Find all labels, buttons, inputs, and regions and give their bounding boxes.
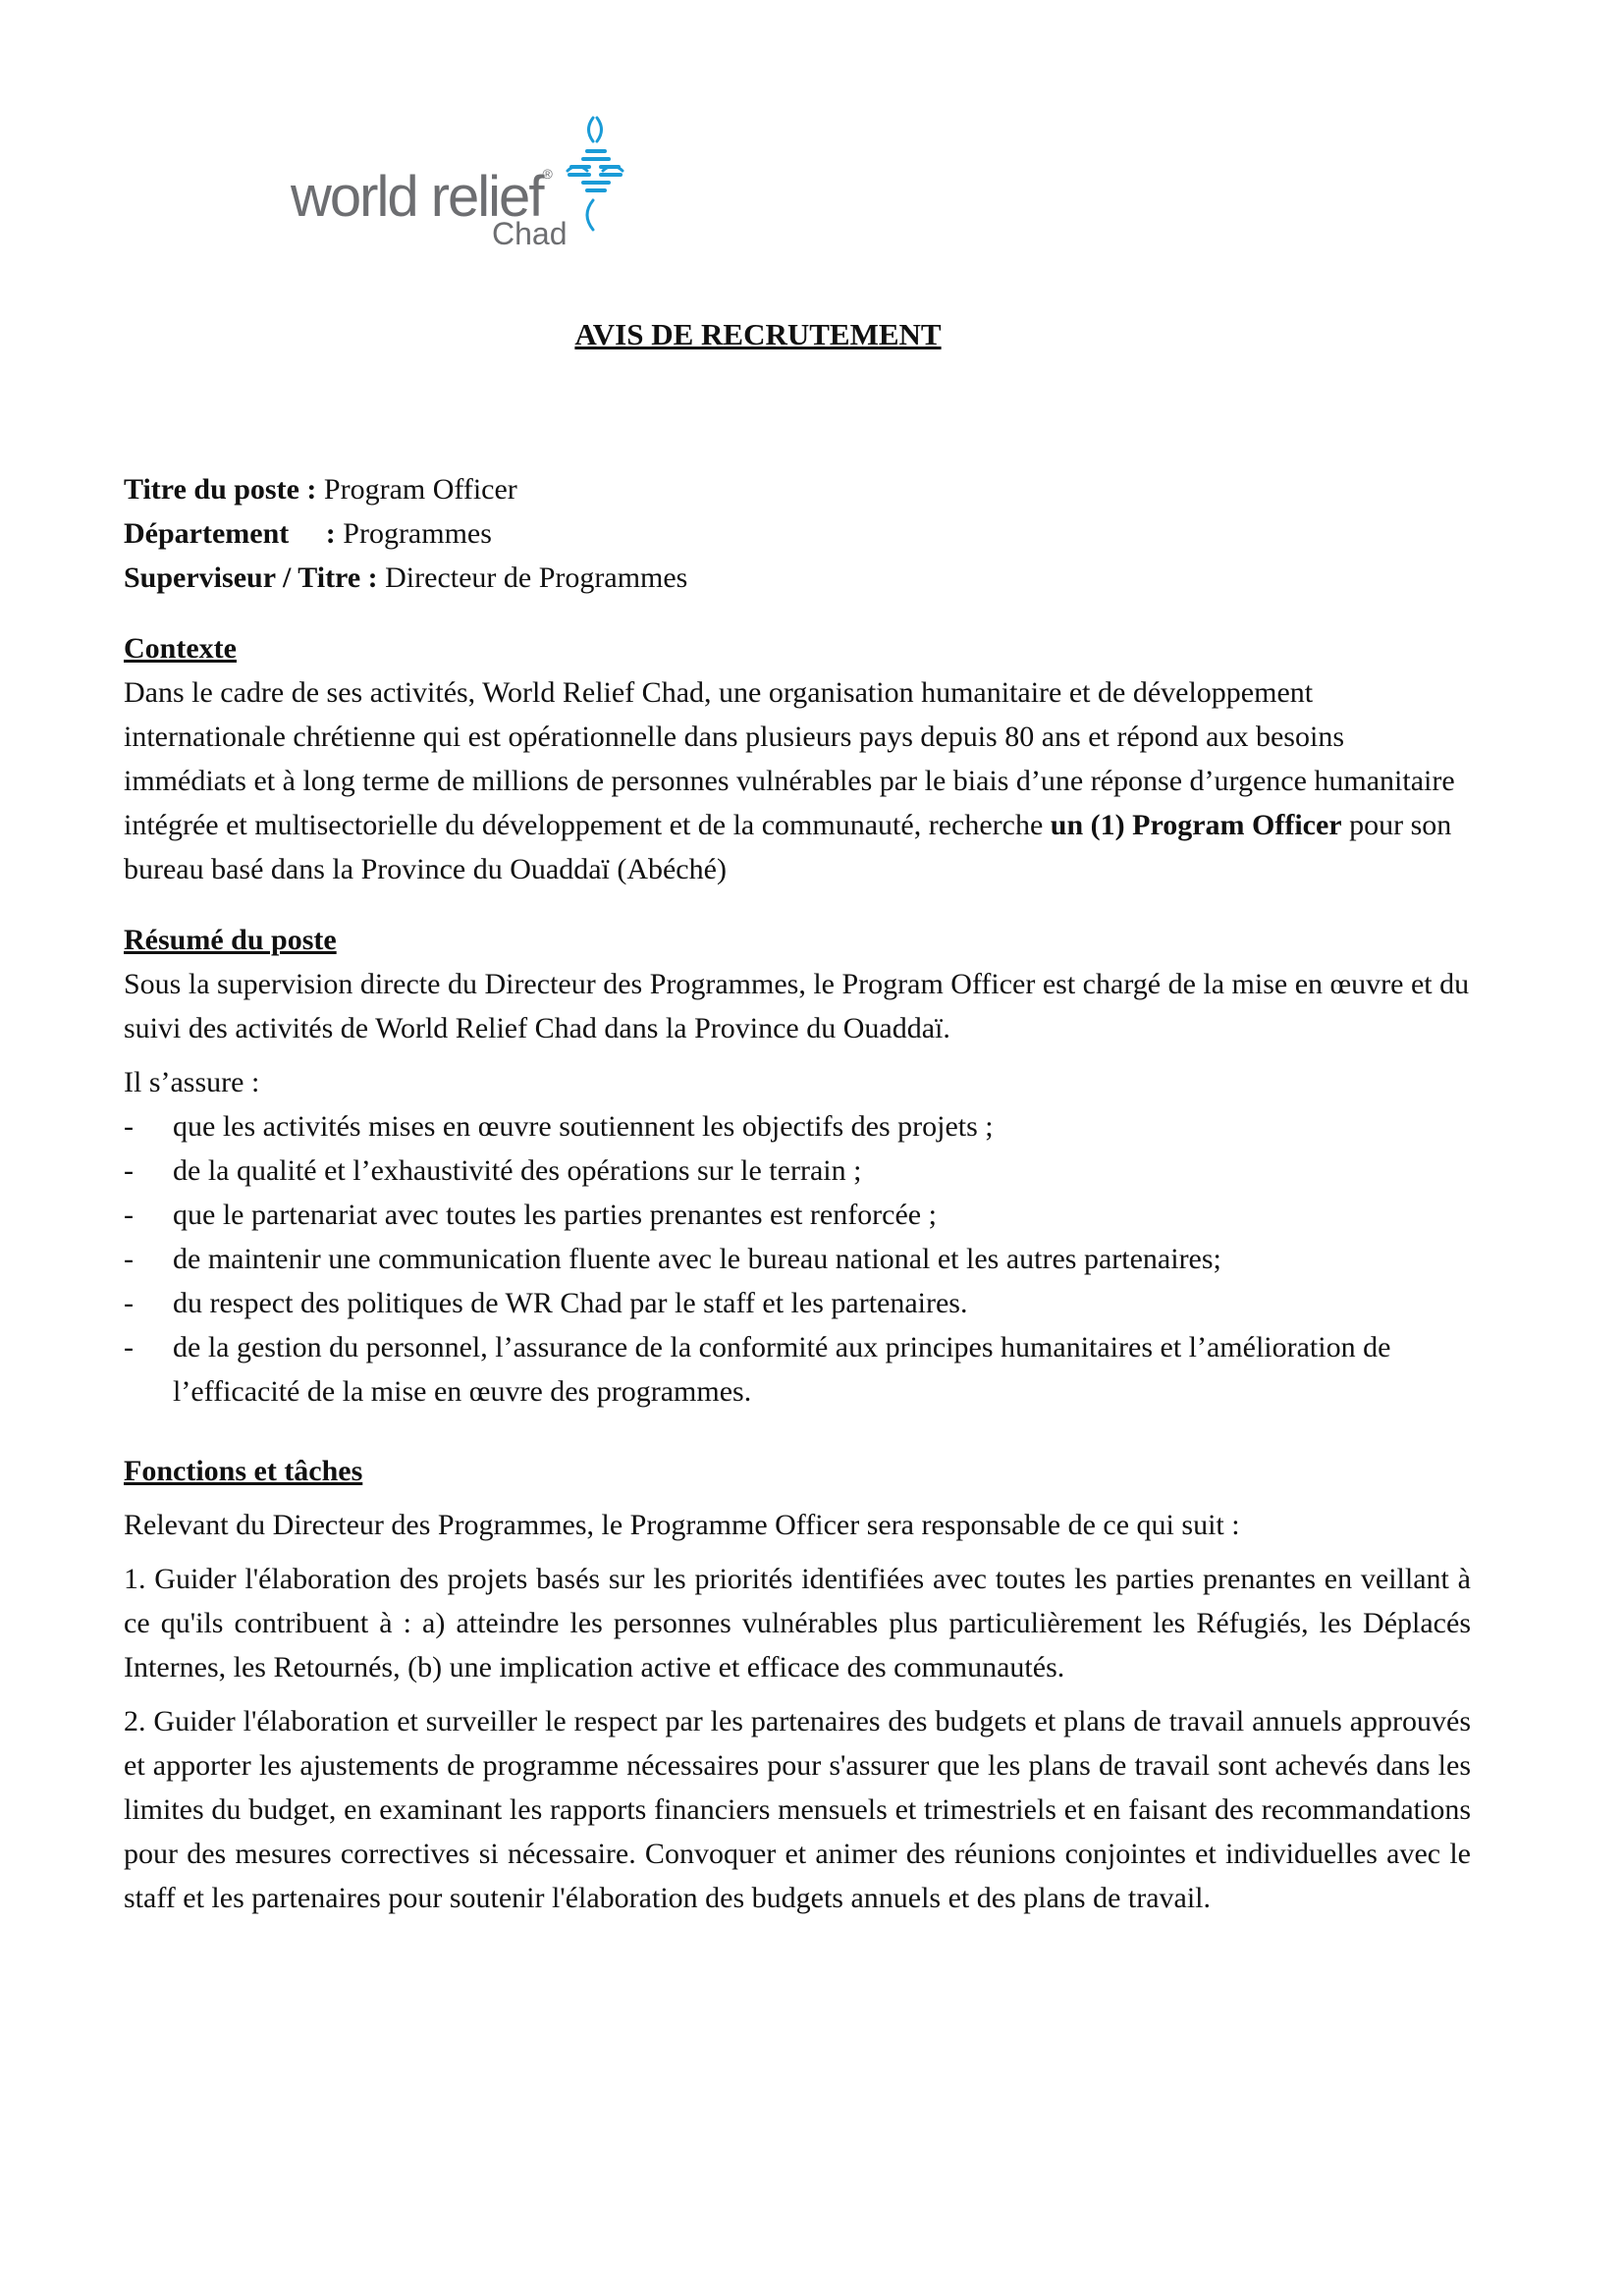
section-heading: Fonctions et tâches	[124, 1455, 363, 1487]
contexte-paragraph: Dans le cadre de ses activités, World Relief Chad, une organisation humanitaire et de développement internationale chrétienne qui est opérationnelle dans plusieurs pays depuis 80 ans et répond aux besoins immédiats et à long terme de millions de personnes vulnérables par le biais d’une réponse d’urgence humanitaire intégrée et multisectorielle du développement et de la communauté, recherche un (1) Program Officer pour son bureau basé dans la Province du Ouaddaï (Abéché)	[124, 676, 1455, 885]
responsibility-list	[124, 1104, 1471, 1414]
section-heading: Contexte	[124, 632, 237, 665]
job-meta	[124, 467, 1471, 600]
list-item: - de la gestion du personnel, l’assurance de la conformité aux principes humanitaires et l’amélioration de l’efficacité de la mise en œuvre des programmes.	[124, 1331, 1391, 1408]
list-item: - que les activités mises en œuvre soutiennent les objectifs des projets ;	[124, 1110, 994, 1143]
section-fonctions	[124, 1449, 1471, 1920]
meta-job-title: Titre du poste : Program Officer	[124, 473, 517, 506]
logo-wordmark: world relief®	[291, 165, 551, 229]
list-item: - du respect des politiques de WR Chad par le staff et les partenaires.	[124, 1287, 968, 1319]
fonctions-intro: Relevant du Directeur des Programmes, le Programme Officer sera responsable de ce qui suit :	[124, 1509, 1240, 1541]
section-heading: Résumé du poste	[124, 924, 337, 956]
list-item: - de la qualité et l’exhaustivité des opérations sur le terrain ;	[124, 1154, 862, 1187]
section-resume	[124, 918, 1471, 1414]
resume-intro: Il s’assure :	[124, 1066, 260, 1098]
meta-department: Département : Programmes	[124, 517, 492, 550]
list-item: - que le partenariat avec toutes les parties prenantes est renforcée ;	[124, 1199, 937, 1231]
section-contexte	[124, 626, 1471, 891]
resume-paragraph: Sous la supervision directe du Directeur des Programmes, le Program Officer est chargé de la mise en œuvre et du suivi des activités de World Relief Chad dans la Province du Ouaddaï.	[124, 968, 1470, 1044]
document-body	[124, 467, 1471, 1920]
logo-subtitle: Chad	[492, 216, 568, 251]
world-relief-chad-logo	[291, 110, 634, 257]
task-item: 2. Guider l'élaboration et surveiller le respect par les partenaires des budgets et plans de travail annuels approuvés et apporter les ajustements de programme nécessaires pour s'assurer que les plans de travail sont achevés dans les limites du budget, en examinant les rapports financiers mensuels et trimestriels et en faisant des recommandations pour des mesures correctives si nécessaire. Convoquer et animer des réunions conjointes et individuelles avec le staff et les partenaires pour soutenir l'élaboration des budgets annuels et des plans de travail.	[124, 1705, 1471, 1914]
list-item: - de maintenir une communication fluente avec le bureau national et les autres partenaires;	[124, 1243, 1221, 1275]
task-item: 1. Guider l'élaboration des projets basés sur les priorités identifiées avec toutes les parties prenantes en veillant à ce qu'ils contribuent à : a) atteindre les personnes vulnérables plus particulièrement les Réfugiés, les Déplacés Internes, les Retournés, (b) une implication active et efficace des communautés.	[124, 1563, 1471, 1683]
world-relief-cross-mark-icon	[564, 114, 624, 232]
meta-supervisor: Superviseur / Titre : Directeur de Programmes	[124, 561, 688, 594]
document-title: AVIS DE RECRUTEMENT	[574, 317, 942, 351]
